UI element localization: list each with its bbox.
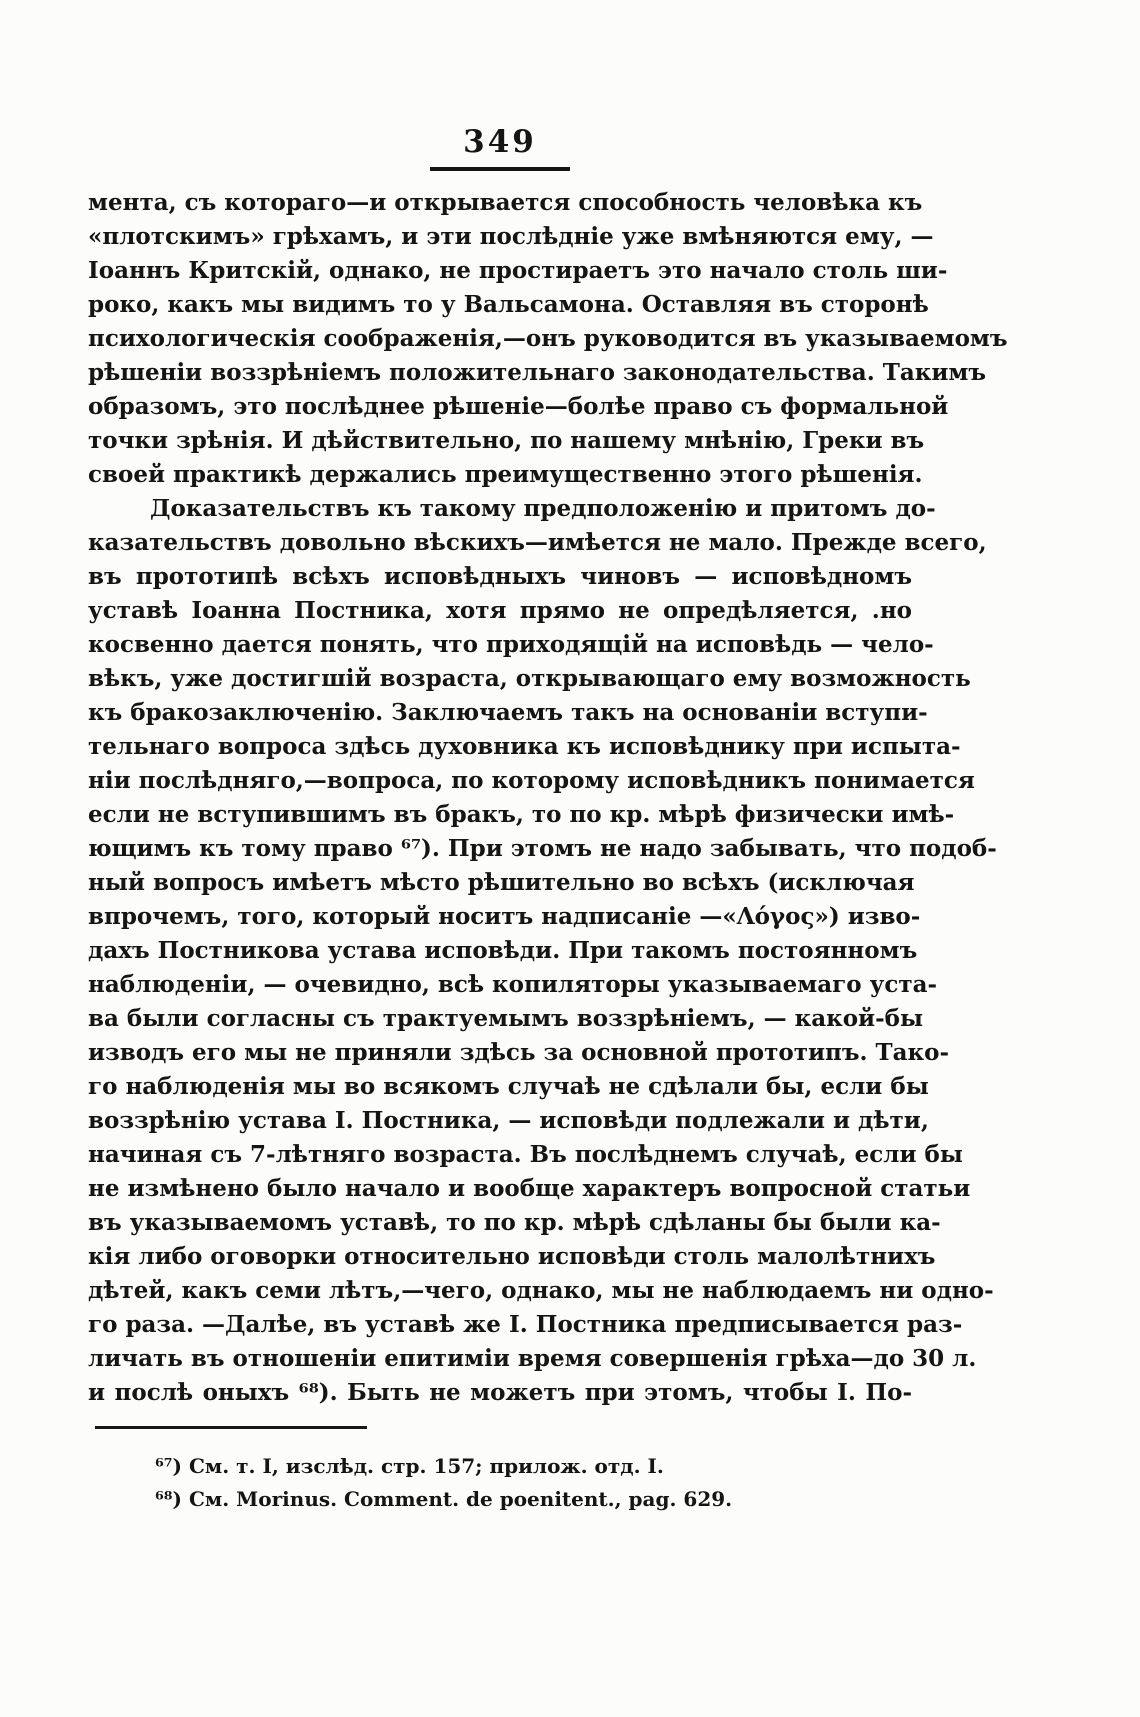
text-line: ный вопросъ имѣетъ мѣсто рѣшительно во всѣхъ (исключая (88, 869, 915, 896)
text-line: изводъ его мы не приняли здѣсь за основной прототипъ. Тако- (88, 1039, 950, 1066)
text-line: образомъ, это послѣднее рѣшеніе—болѣе право съ формальной (88, 393, 949, 420)
text-line: го наблюденія мы во всякомъ случаѣ не сдѣлали бы, если бы (88, 1073, 929, 1100)
text-line: мента, съ котораго—и открывается способность человѣка къ (88, 189, 923, 216)
text-line: роко, какъ мы видимъ то у Вальсамона. Оставляя въ сторонѣ (88, 291, 929, 318)
footnote-line: ⁶⁸) См. Morinus. Comment. de poenitent., pag. 629. (155, 1487, 733, 1511)
text-line: Іоаннъ Критскій, однако, не простираетъ это начало столь ши- (88, 257, 948, 284)
text-line: ющимъ къ тому право ⁶⁷). При этомъ не надо забывать, что подоб- (88, 835, 997, 862)
text-line: «плотскимъ» грѣхамъ, и эти послѣдніе уже вмѣняются ему, — (88, 223, 934, 250)
text-line: не измѣнено было начало и вообще характеръ вопросной статьи (88, 1175, 971, 1202)
text-line: рѣшеніи воззрѣніемъ положительнаго законодательства. Такимъ (88, 359, 987, 386)
text-line: уставѣ Іоанна Постника, хотя прямо не опредѣляется, .но (88, 597, 912, 624)
text-line: косвенно дается понять, что приходящій на исповѣдь — чело- (88, 631, 934, 658)
text-line: психологическія соображенія,—онъ руководится въ указываемомъ (88, 325, 1008, 352)
text-line: дахъ Постникова устава исповѣди. При такомъ постоянномъ (88, 937, 918, 964)
text-line: своей практикѣ держались преимущественно этого рѣшенія. (88, 461, 923, 488)
text-line: въ указываемомъ уставѣ, то по кр. мѣрѣ сдѣланы бы были ка- (88, 1209, 941, 1236)
text-line: казательствъ довольно вѣскихъ—имѣется не мало. Прежде всего, (88, 529, 987, 556)
text-line: воззрѣнію устава І. Постника, — исповѣди подлежали и дѣти, (88, 1107, 929, 1134)
page-number-underline (430, 167, 570, 171)
text-line: вѣкъ, уже достигшій возраста, открывающаго ему возможность (88, 665, 971, 692)
text-line: и послѣ оныхъ ⁶⁸). Быть не можетъ при этомъ, чтобы І. По- (88, 1379, 912, 1406)
text-line: дѣтей, какъ семи лѣтъ,—чего, однако, мы не наблюдаемъ ни одно- (88, 1277, 994, 1304)
text-line: наблюденіи, — очевидно, всѣ копиляторы указываемаго уста- (88, 971, 938, 998)
text-line: впрочемъ, того, который носитъ надписаніе —«Λόγος») изво- (88, 903, 921, 930)
text-line: начиная съ 7-лѣтняго возраста. Въ послѣднемъ случаѣ, если бы (88, 1141, 963, 1168)
text-line: Доказательствъ къ такому предположенію и притомъ до- (150, 495, 936, 522)
text-line: если не вступившимъ въ бракъ, то по кр. мѣрѣ физически имѣ- (88, 801, 955, 828)
footnote-separator (95, 1426, 367, 1429)
text-line: въ прототипѣ всѣхъ исповѣдныхъ чиновъ — исповѣдномъ (88, 563, 912, 590)
footnotes (155, 1450, 915, 1516)
text-line: ніи послѣдняго,—вопроса, по которому исповѣдникъ понимается (88, 767, 975, 794)
page-number: 349 (463, 124, 537, 160)
page-header (88, 124, 912, 171)
text-line: кія либо оговорки относительно исповѣди столь малолѣтнихъ (88, 1243, 936, 1270)
body-text (88, 186, 1008, 1410)
text-line: точки зрѣнія. И дѣйствительно, по нашему мнѣнію, Греки въ (88, 427, 925, 454)
text-line: тельнаго вопроса здѣсь духовника къ исповѣднику при испыта- (88, 733, 961, 760)
text-line: личать въ отношеніи епитиміи время совершенія грѣха—до 30 л. (88, 1345, 977, 1372)
text-line: го раза. —Далѣе, въ уставѣ же І. Постника предписывается раз- (88, 1311, 963, 1338)
footnote-line: ⁶⁷) См. т. I, изслѣд. стр. 157; прилож. отд. I. (155, 1454, 664, 1478)
text-line: къ бракозаключенію. Заключаемъ такъ на основаніи вступи- (88, 699, 928, 726)
text-line: ва были согласны съ трактуемымъ воззрѣніемъ, — какой-бы (88, 1005, 924, 1032)
